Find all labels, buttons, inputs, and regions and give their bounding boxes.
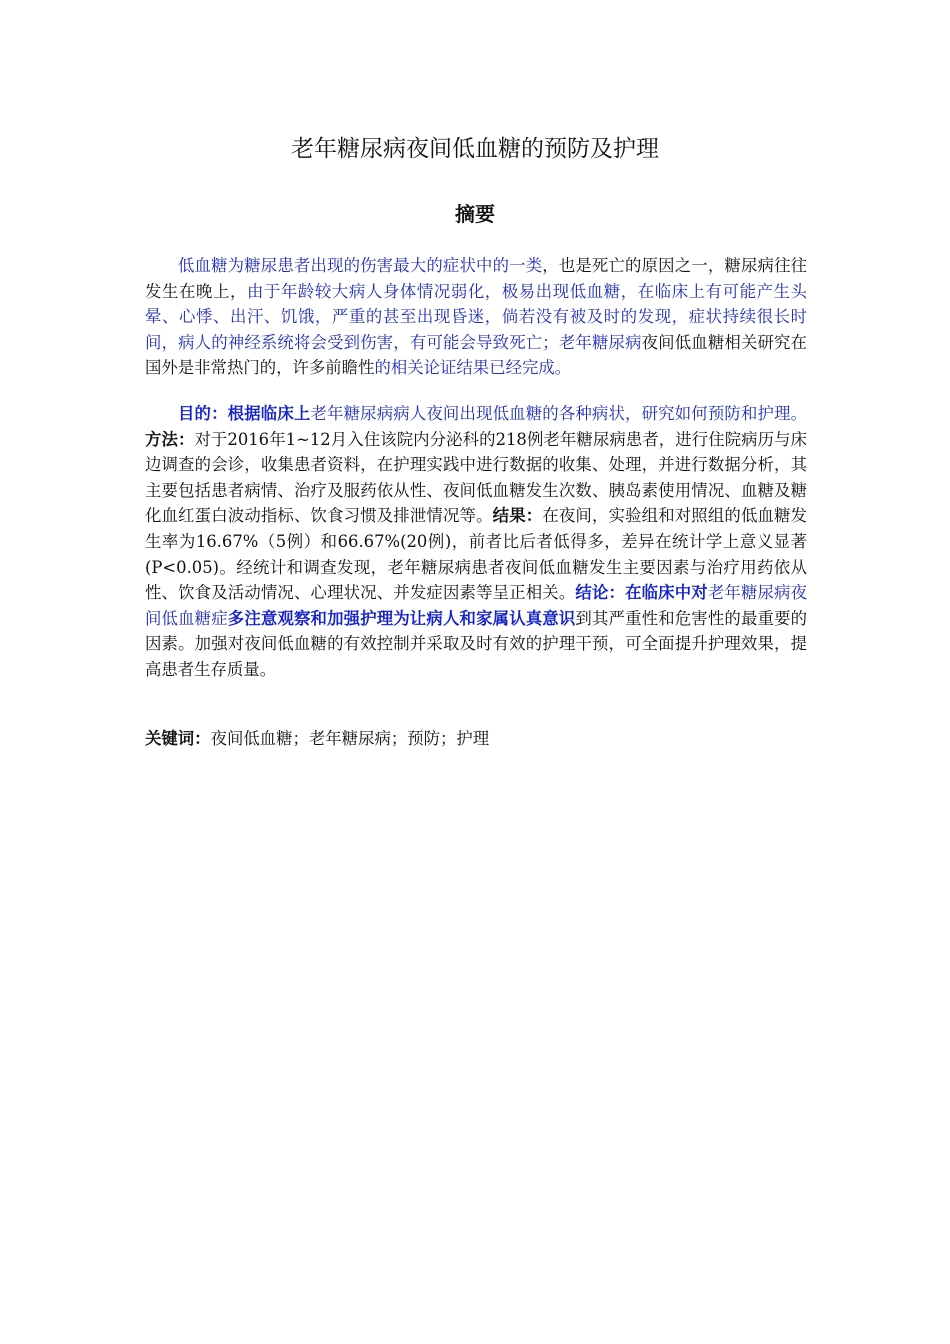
background-sentence-2: ，也是死亡的原因之一，糖尿病往往发生在晚上， xyxy=(145,256,808,301)
conclusion-blue-text: 老年糖尿病夜间低血糖症 xyxy=(145,583,808,628)
purpose-label: 目的：根据临床上 xyxy=(178,404,311,423)
conclusion-bold-text: 多注意观察和加强护理为让病人和家属认真意识 xyxy=(227,608,576,628)
paper-title: 老年糖尿病夜间低血糖的预防及护理 xyxy=(291,136,659,162)
abstract-paragraph-structured xyxy=(145,401,807,683)
keywords-line xyxy=(145,726,807,752)
keywords-label: 关键词： xyxy=(145,729,211,748)
result-label: 结果： xyxy=(492,506,543,526)
method-text: 对于2016年1~12月入住该院内分泌科的218例老年糖尿病患者，进行住院病历与床边调查的会诊，收集患者资料，在护理实践中进行数据的收集、处理，并进行数据分析，其主要包括患者病情、治疗及服药依从性、夜间低血糖发生次数、胰岛素使用情况、血糖及糖化血红蛋白波动指标、饮食习惯及排泄情况等。 xyxy=(145,429,807,526)
conclusion-text: 到其严重性和危害性的最重要的因素。加强对夜间低血糖的有效控制并采取及时有效的护理干预，可全面提升护理效果，提高患者生存质量。 xyxy=(145,608,808,679)
background-sentence-3: 由于年龄较大病人身体情况弱化，极易出现低血糖，在临床上有可能产生头晕、心悸、出汗、饥饿，严重的甚至出现昏迷，倘若没有被及时的发现，症状持续很长时间，病人的神经系统将会受到伤害，有可能会导致死亡；老年糖尿病 xyxy=(145,281,808,352)
result-text: 在夜间，实验组和对照组的低血糖发生率为16.67%（5例）和66.67%(20例)，前者比后者低得多，差异在统计学上意义显著(P<0.05)。经统计和调查发现，老年糖尿病患者夜间低血糖发生主要因素与治疗用药依从性、饮食及活动情况、心理状况、并发症因素等呈正相关。 xyxy=(145,506,808,603)
keywords-text: 夜间低血糖；老年糖尿病；预防；护理 xyxy=(210,729,490,748)
purpose-text: 老年糖尿病病人夜间出现低血糖的各种病状，研究如何预防和护理。 xyxy=(310,404,808,423)
conclusion-label: 结论：在临床中对 xyxy=(575,583,708,603)
background-sentence-5: 的相关论证结果已经完成。 xyxy=(374,358,572,378)
method-label: 方法： xyxy=(145,429,195,449)
background-sentence-1: 低血糖为糖尿患者出现的伤害最大的症状中的一类 xyxy=(178,256,543,275)
abstract-heading: 摘要 xyxy=(455,202,495,226)
abstract-paragraph-background xyxy=(145,253,807,381)
background-sentence-4: 夜间低血糖相关研究在国外是非常热门的，许多前瞻性 xyxy=(145,332,808,378)
